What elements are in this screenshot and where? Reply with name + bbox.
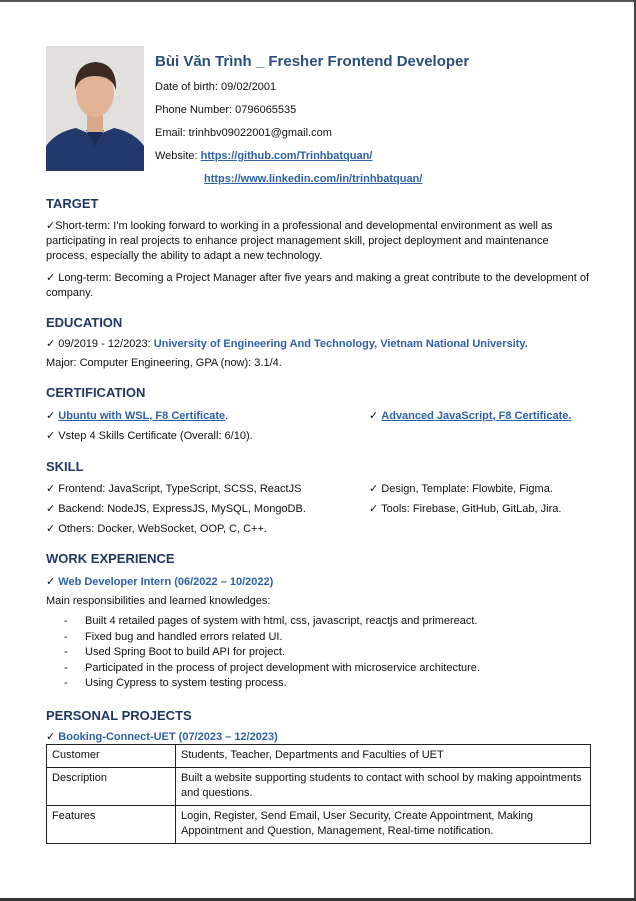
skill-tools [369,501,591,516]
target-section [46,218,591,307]
projects-title: PERSONAL PROJECTS [46,708,192,723]
cert-2 [369,408,591,423]
certification-title: CERTIFICATION [46,385,146,400]
cert-2-link[interactable]: Advanced JavaScript, F8 Certificate. [381,410,572,422]
work-intro: Main responsibilities and learned knowledges: [46,595,271,607]
cert-1-suffix: . [225,410,229,422]
list-item: - Built 4 retailed pages of system with html, css, javascript, reactjs and primereact. [64,614,591,630]
check-icon: ✓ [46,409,56,422]
project-name [46,729,591,744]
list-item: - Using Cypress to system testing process. [64,676,591,692]
table-cell-value: Built a website supporting students to contact with school by making appointments and questions. [176,768,591,806]
education-entry [46,336,591,351]
table-row [47,745,591,768]
skill-others [46,521,591,536]
project-table [46,744,591,844]
cert-1-link[interactable]: Ubuntu with WSL, F8 Certificate [58,410,226,422]
check-icon: ✓ [46,482,56,495]
list-item: - Used Spring Boot to build API for project. [64,645,591,661]
project-name-text: Booking-Connect-UET (07/2023 – 12/2023) [58,731,278,743]
cert-3-text: Vstep 4 Skills Certificate (Overall: 6/10). [58,430,253,442]
check-icon: ✓ [46,429,56,442]
website-line [155,149,469,164]
education-section [46,336,591,376]
table-row [47,806,591,844]
list-item: - Participated in the process of project development with microservice architecture. [64,661,591,677]
target-title: TARGET [46,196,99,211]
cert-3 [46,428,591,443]
list-item: - Fixed bug and handled errors related UI. [64,630,591,646]
check-icon: ✓ [46,271,56,284]
cert-row-1 [46,408,591,423]
education-school: University of Engineering And Technology, Vietnam National University. [153,338,528,350]
work-title: WORK EXPERIENCE [46,551,175,566]
projects-section [46,729,591,844]
skill-row-2 [46,501,591,516]
table-row [47,768,591,806]
skill-backend-text: Backend: NodeJS, ExpressJS, MySQL, MongoDB. [58,503,306,515]
check-icon: ✓ [46,730,56,743]
work-responsibilities [46,614,591,692]
table-cell-value: Students, Teacher, Departments and Faculties of UET [176,745,591,768]
skill-title: SKILL [46,459,84,474]
table-cell-key: Features [47,806,176,844]
skill-tools-text: Tools: Firebase, GitHub, GitLab, Jira. [381,503,562,515]
website-line-2 [155,172,469,187]
header-info [155,52,469,195]
linkedin-link[interactable]: https://www.linkedin.com/in/trinhbatquan/ [204,173,423,185]
skill-section [46,481,591,541]
skill-design [369,481,591,496]
candidate-name: Bùi Văn Trình _ Fresher Frontend Developer [155,53,470,70]
check-icon: ✓ [46,575,56,588]
skill-frontend [46,481,369,496]
education-period: 09/2019 - 12/2023: [58,338,154,350]
long-term-text: Long-term: Becoming a Project Manager after five years and making a great contribute to the development of company. [46,272,590,299]
work-role-text: Web Developer Intern (06/2022 – 10/2022) [58,576,274,588]
education-major: Major: Computer Engineering, GPA (now): 3.1/4. [46,357,282,369]
email: Email: trinhbv09022001@gmail.com [155,127,332,139]
github-link[interactable]: https://github.com/Trinhbatquan/ [200,150,373,162]
skill-backend [46,501,369,516]
education-title: EDUCATION [46,315,123,330]
work-role [46,574,591,589]
table-cell-key: Customer [47,745,176,768]
check-icon: ✓ [369,502,379,515]
certification-section [46,408,591,448]
skill-others-text: Others: Docker, WebSocket, OOP, C, C++. [58,523,267,535]
check-icon: ✓ [46,522,56,535]
target-short-term [46,218,591,264]
table-cell-value: Login, Register, Send Email, User Security, Create Appointment, Making Appointment and Question, Management, Real-time notification. [176,806,591,844]
skill-frontend-text: Frontend: JavaScript, TypeScript, SCSS, ReactJS [58,483,302,495]
check-icon: ✓ [46,219,56,232]
cert-1 [46,408,369,423]
website-label: Website: [155,150,201,162]
check-icon: ✓ [46,337,56,350]
check-icon: ✓ [46,502,56,515]
profile-photo-image [46,46,144,171]
profile-photo [46,46,144,171]
short-term-text: Short-term: I'm looking forward to working in a professional and developmental environment as well as participating in real projects to enhance project management skill, project deployment and maintenance process, especially the ability to adapt a new technology. [46,220,553,262]
check-icon: ✓ [369,482,379,495]
skill-row-1 [46,481,591,496]
phone-number: Phone Number: 0796065535 [155,104,297,116]
check-icon: ✓ [369,409,379,422]
table-cell-key: Description [47,768,176,806]
target-long-term [46,270,591,301]
date-of-birth: Date of birth: 09/02/2001 [155,81,277,93]
skill-design-text: Design, Template: Flowbite, Figma. [381,483,553,495]
work-section [46,574,591,692]
